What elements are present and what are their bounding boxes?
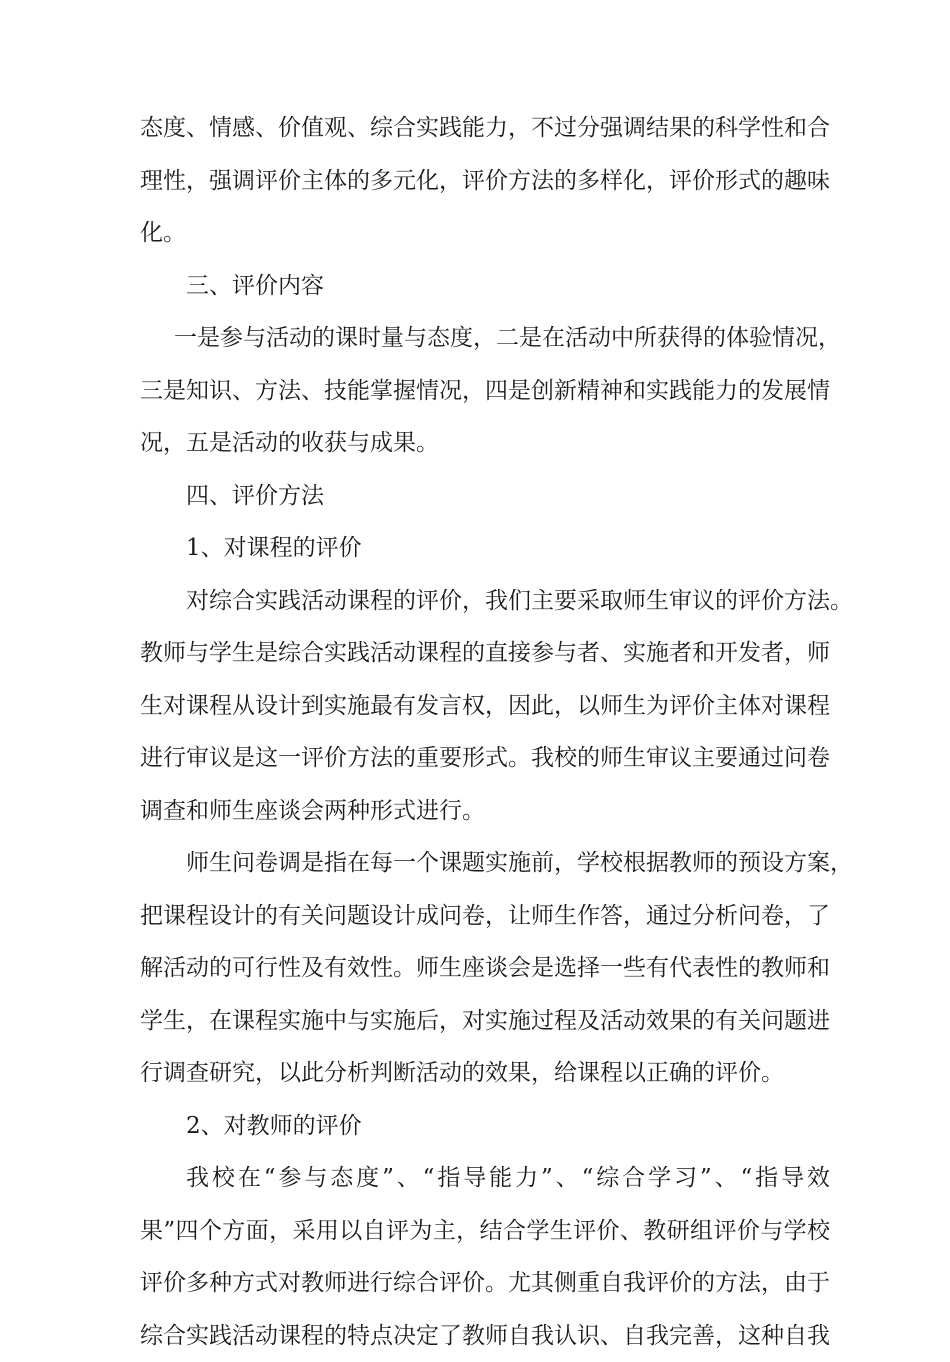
paragraph-line: 三是知识、方法、技能掌握情况，四是创新精神和实践能力的发展情 bbox=[140, 365, 830, 418]
paragraph-line: 学生，在课程实施中与实施后，对实施过程及活动效果的有关问题进 bbox=[140, 995, 830, 1048]
paragraph-line: 评价多种方式对教师进行综合评价。尤其侧重自我评价的方法，由于 bbox=[140, 1257, 830, 1310]
paragraph-line: 行调查研究，以此分析判断活动的效果，给课程以正确的评价。 bbox=[140, 1047, 830, 1100]
paragraph-line: 生对课程从设计到实施最有发言权，因此，以师生为评价主体对课程 bbox=[140, 680, 830, 733]
paragraph-line: 调查和师生座谈会两种形式进行。 bbox=[140, 785, 830, 838]
paragraph-line: 我校在“参与态度”、“指导能力”、“综合学习”、“指导效 bbox=[140, 1152, 830, 1205]
paragraph-line: 进行审议是这一评价方法的重要形式。我校的师生审议主要通过问卷 bbox=[140, 732, 830, 785]
section-heading: 四、评价方法 bbox=[140, 470, 830, 523]
subsection-heading: 1、对课程的评价 bbox=[140, 522, 830, 575]
paragraph-line: 解活动的可行性及有效性。师生座谈会是选择一些有代表性的教师和 bbox=[140, 942, 830, 995]
paragraph-line: 师生问卷调是指在每一个课题实施前，学校根据教师的预设方案， bbox=[140, 837, 830, 890]
paragraph-line: 把课程设计的有关问题设计成问卷，让师生作答，通过分析问卷，了 bbox=[140, 890, 830, 943]
section-heading: 三、评价内容 bbox=[140, 260, 830, 313]
paragraph-line: 对综合实践活动课程的评价，我们主要采取师生审议的评价方法。 bbox=[140, 575, 830, 628]
paragraph-line: 教师与学生是综合实践活动课程的直接参与者、实施者和开发者，师 bbox=[140, 627, 830, 680]
document-body bbox=[140, 102, 830, 1362]
paragraph-line: 果”四个方面，采用以自评为主，结合学生评价、教研组评价与学校 bbox=[140, 1205, 830, 1258]
paragraph-line: 一是参与活动的课时量与态度，二是在活动中所获得的体验情况， bbox=[140, 312, 830, 365]
paragraph-line: 态度、情感、价值观、综合实践能力，不过分强调结果的科学性和合 bbox=[140, 102, 830, 155]
paragraph-line: 化。 bbox=[140, 207, 830, 260]
subsection-heading: 2、对教师的评价 bbox=[140, 1100, 830, 1153]
paragraph-line: 理性，强调评价主体的多元化，评价方法的多样化，评价形式的趣味 bbox=[140, 155, 830, 208]
paragraph-line: 综合实践活动课程的特点决定了教师自我认识、自我完善，这种自我 bbox=[140, 1310, 830, 1362]
paragraph-line: 况，五是活动的收获与成果。 bbox=[140, 417, 830, 470]
